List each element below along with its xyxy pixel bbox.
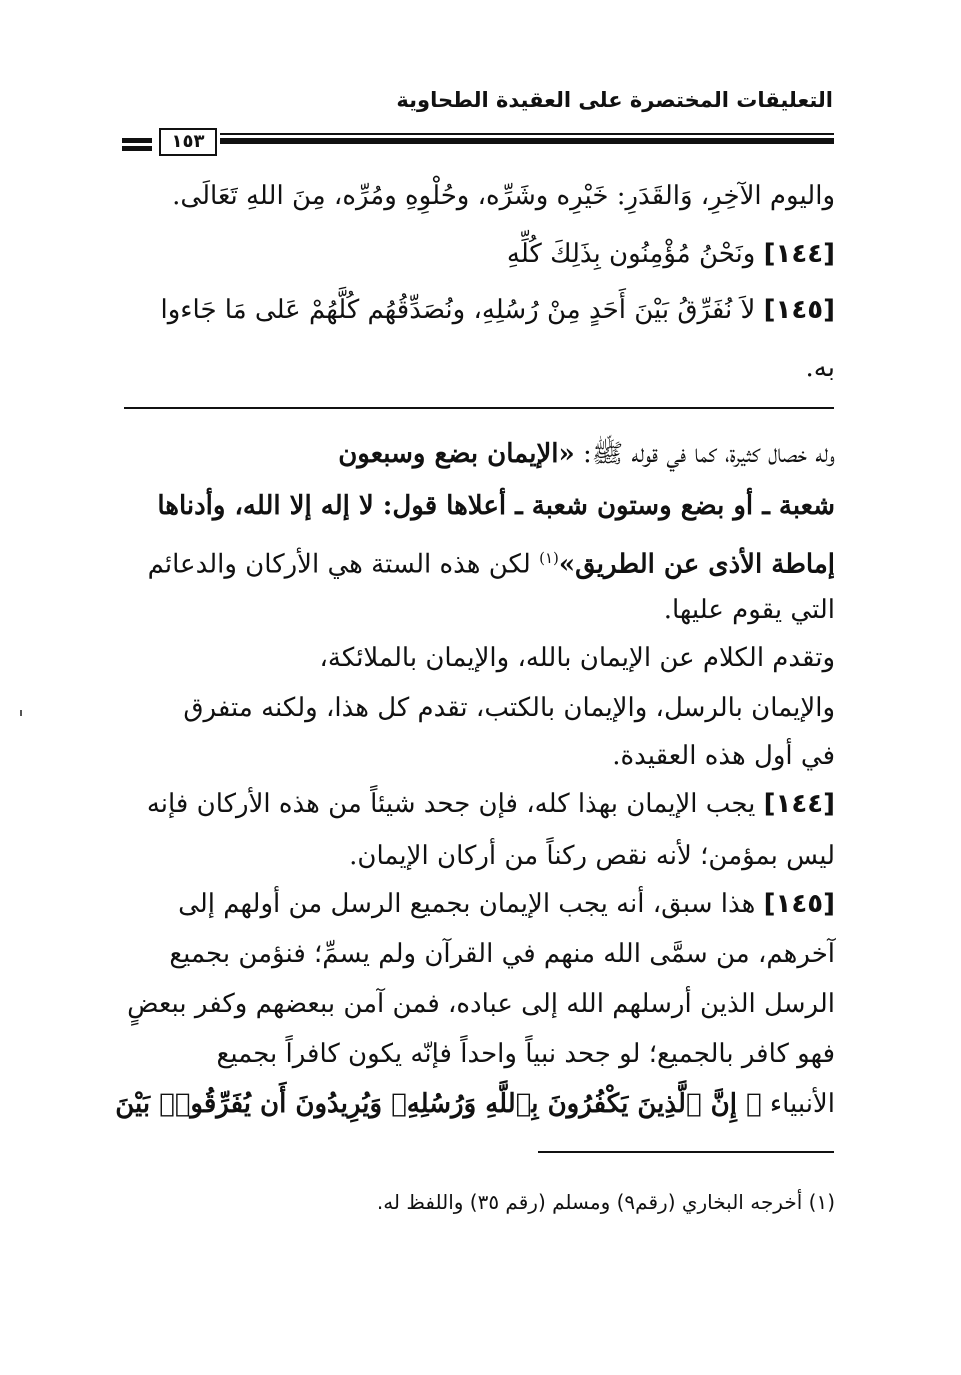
commentary-text: فهو كافر بالجميع؛ لو جحد نبياً واحداً فإنّه يكون كافراً بجميع bbox=[216, 1039, 835, 1069]
commentary-line bbox=[123, 540, 835, 583]
item-number: [١٤٤] bbox=[763, 789, 835, 819]
header-ornament-bar bbox=[122, 146, 152, 151]
commentary-line bbox=[115, 1086, 835, 1122]
scan-mark bbox=[20, 710, 22, 716]
running-header-title: التعليقات المختصرة على العقيدة الطحاوية bbox=[396, 88, 833, 112]
matn-item-144 bbox=[123, 236, 835, 272]
commentary-line bbox=[123, 986, 835, 1022]
commentary-line bbox=[123, 436, 835, 472]
matn-line bbox=[123, 178, 835, 214]
commentary-line bbox=[123, 786, 835, 822]
commentary-line bbox=[123, 592, 835, 628]
commentary-line bbox=[123, 738, 835, 774]
item-number: [١٤٥] bbox=[763, 889, 835, 919]
footnote-marker: (١) bbox=[539, 549, 559, 567]
header-ornament-bar bbox=[122, 138, 152, 143]
header-rule-thick bbox=[220, 138, 834, 144]
commentary-line bbox=[123, 640, 835, 676]
commentary-text: لكن هذه الستة هي الأركان والدعائم bbox=[147, 549, 540, 580]
hadith-text: شعبة ـ أو بضع وستون شعبة ـ أعلاها قول: لا إله إلا الله، وأدناها bbox=[157, 491, 835, 521]
matn-line-text: لاَ نُفَرِّقُ بَيْنَ أَحَدٍ مِنْ رُسُلِهِ، ونُصَدِّقُهُم كُلَّهُمْ عَلى مَا جَاءوا bbox=[160, 295, 756, 325]
header-rule-thin bbox=[220, 133, 834, 135]
commentary-text: التي يقوم عليها. bbox=[663, 595, 835, 625]
section-divider bbox=[124, 407, 834, 409]
commentary-text: هذا سبق، أنه يجب الإيمان بجميع الرسل من أولهم إلى bbox=[178, 889, 764, 919]
matn-line-text: به. bbox=[805, 353, 835, 383]
commentary-text: آخرهم، من سمَّى الله منهم في القرآن ولم يسمِّ؛ فنؤمن بجميع bbox=[169, 939, 835, 969]
commentary-line bbox=[123, 936, 835, 972]
commentary-text: يجب الإيمان بهذا كله، فإن جحد شيئاً من هذه الأركان فإنه bbox=[146, 789, 764, 819]
hadith-text: إماطة الأذى عن الطريق» bbox=[558, 549, 835, 580]
hadith-text: «الإيمان بضع وسبعون bbox=[338, 439, 575, 469]
item-number: [١٤٤] bbox=[763, 239, 835, 269]
commentary-text: والإيمان بالرسل، والإيمان بالكتب، تقدم كل هذا، ولكنه متفرق bbox=[183, 693, 835, 723]
footnote bbox=[123, 1190, 835, 1214]
commentary-text: وله خصال كثيرة، كما في قوله ﷺ: bbox=[574, 439, 835, 469]
commentary-text: الأنبياء bbox=[761, 1089, 835, 1119]
commentary-text: الرسل الذين أرسلهم الله إلى عباده، فمن آمن ببعضهم وكفر ببعضٍ bbox=[127, 989, 835, 1019]
quran-verse: ﴿ إِنَّ ٱلَّذِينَ يَكْفُرُونَ بِٱللَّهِ وَرُسُلِهِۦ وَيُرِيدُونَ أَن يُفَرِّقُوا۟ بَيْنَ bbox=[115, 1089, 762, 1119]
matn-line-text: واليوم الآخِرِ، وَالقَدَرِ: خَيْرِه وشَرِّه، وحُلْوِهِ ومُرِّه، مِنَ اللهِ تَعَالَى. bbox=[172, 181, 835, 211]
page-number: ١٥٣ bbox=[159, 128, 217, 156]
commentary-line bbox=[123, 838, 835, 874]
commentary-line bbox=[123, 1036, 835, 1072]
commentary-line bbox=[123, 690, 835, 726]
commentary-line bbox=[123, 886, 835, 922]
footnote-number: (١) bbox=[808, 1190, 835, 1214]
commentary-line bbox=[123, 488, 835, 524]
commentary-text: ليس بمؤمن؛ لأنه نقص ركناً من أركان الإيمان. bbox=[349, 841, 835, 871]
matn-item-145 bbox=[123, 292, 835, 328]
item-number: [١٤٥] bbox=[763, 295, 835, 325]
commentary-text: وتقدم الكلام عن الإيمان بالله، والإيمان بالملائكة، bbox=[319, 643, 835, 673]
matn-line bbox=[123, 350, 835, 386]
commentary-text: في أول هذه العقيدة. bbox=[612, 741, 835, 771]
matn-line-text: ونَحْنُ مُؤْمِنُون بِذَلِكَ كُلِّهِ bbox=[506, 239, 756, 269]
footnote-text: أخرجه البخاري (رقم٩) ومسلم (رقم ٣٥) واللفظ له. bbox=[376, 1190, 809, 1214]
footnote-divider bbox=[538, 1151, 834, 1153]
